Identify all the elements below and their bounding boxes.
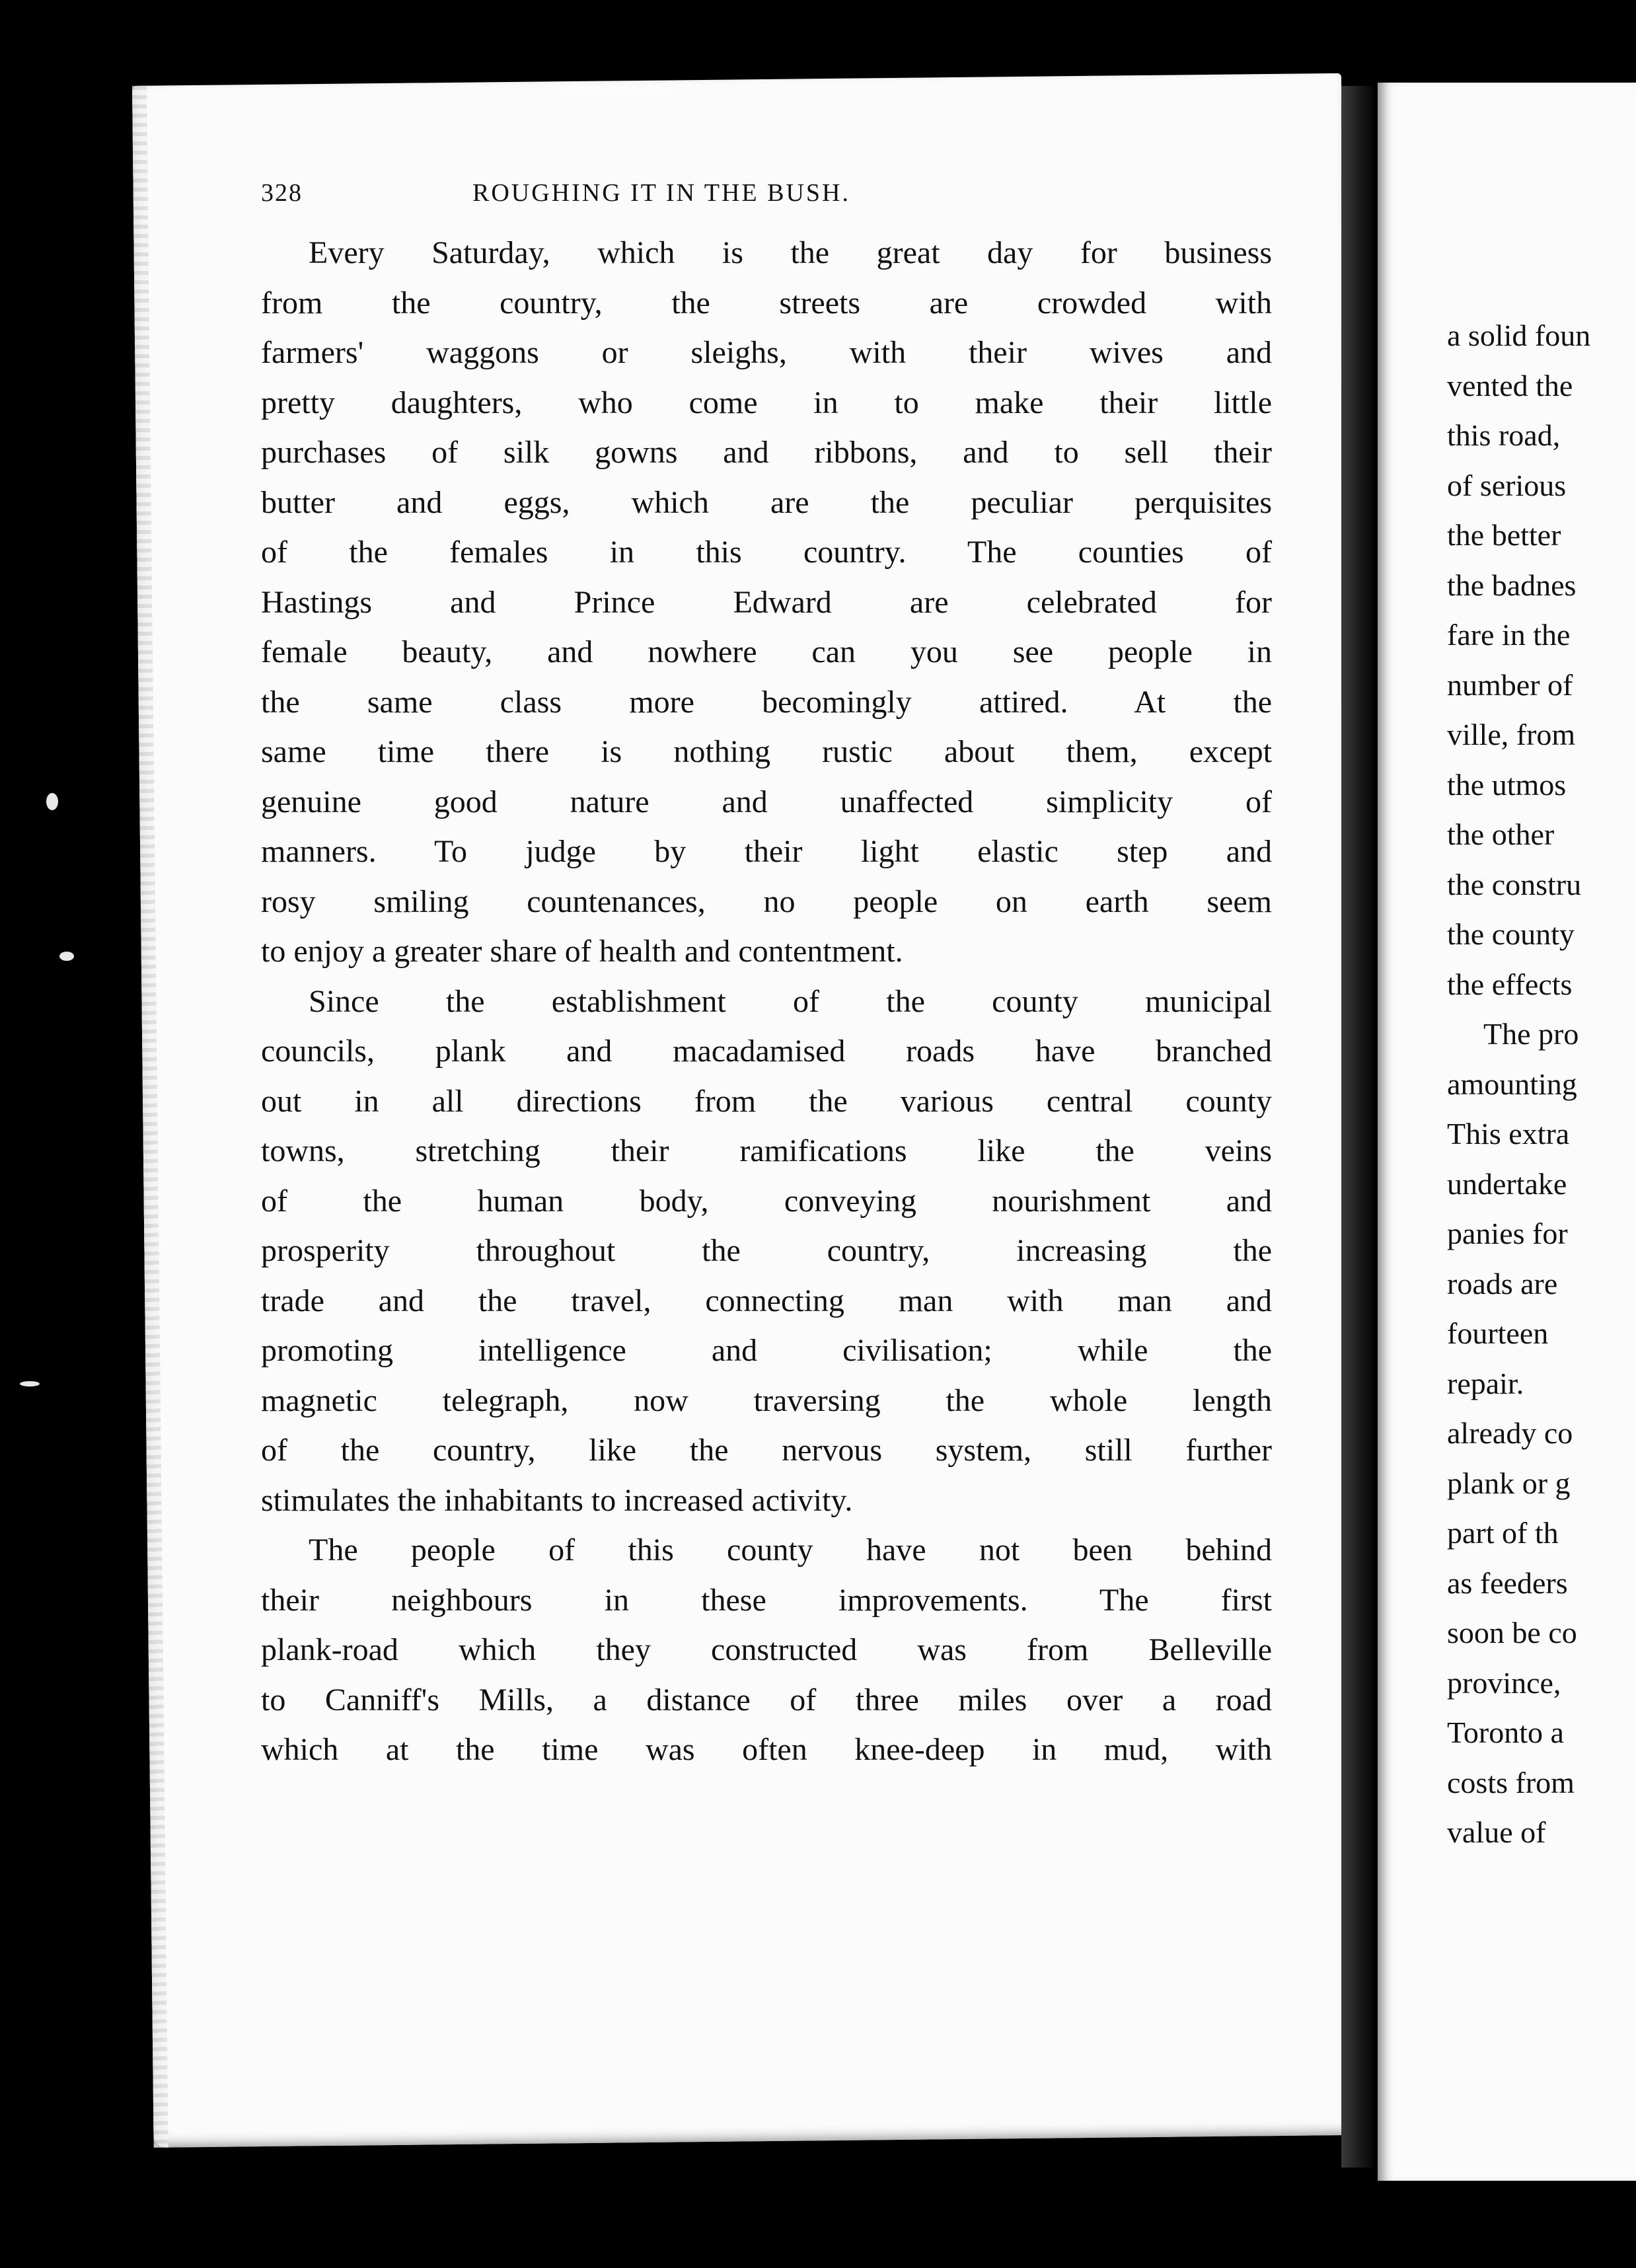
text-line: the effects [1447, 967, 1573, 1001]
text-line: undertake [1447, 1166, 1567, 1201]
text-line: Since the establishment of the county municipal [309, 983, 1272, 1019]
text-line: soon be co [1447, 1616, 1577, 1649]
scan-speck [46, 793, 58, 810]
text-line: part of th [1447, 1516, 1559, 1550]
text-line: from the country, the streets are crowded with [261, 285, 1272, 321]
text-line: costs from [1447, 1765, 1575, 1799]
text-line: province, [1447, 1665, 1561, 1700]
text-line: The people of this county have not been behind [309, 1532, 1272, 1568]
text-line: to enjoy a greater share of health and contentment. [261, 934, 903, 969]
text-line: roads are [1447, 1266, 1558, 1301]
text-line: the other [1447, 817, 1555, 851]
text-line: Every Saturday, which is the great day for business [309, 235, 1272, 270]
text-line: vented the [1447, 368, 1573, 402]
text-line: trade and the travel, connecting man with man and [261, 1283, 1272, 1318]
running-head: ROUGHING IT IN THE BUSH. [472, 179, 850, 207]
text-line: female beauty, and nowhere can you see people in [261, 634, 1272, 669]
text-line: Toronto a [1447, 1716, 1564, 1749]
text-line: promoting intelligence and civilisation; while the [261, 1333, 1272, 1368]
text-line: pretty daughters, who come in to make their little [261, 385, 1272, 420]
right-page-text [1447, 311, 1636, 1858]
text-line: the same class more becomingly attired. At the [261, 684, 1272, 720]
text-line: purchases of silk gowns and ribbons, and to sell their [261, 435, 1272, 470]
text-line: of the females in this country. The counties of [261, 535, 1272, 570]
text-line: a solid foun [1447, 319, 1591, 352]
text-line: this road, [1447, 418, 1561, 452]
text-line: repair. [1447, 1366, 1524, 1400]
text-line: already co [1447, 1416, 1573, 1450]
text-line: the county [1447, 917, 1575, 951]
text-line: of serious [1447, 468, 1567, 502]
text-line: genuine good nature and unaffected simplicity of [261, 784, 1272, 819]
text-line: value of [1447, 1815, 1546, 1849]
scan-speck [59, 952, 74, 961]
text-line: of the human body, conveying nourishment and [261, 1183, 1272, 1219]
text-line: magnetic telegraph, now traversing the whole length [261, 1382, 1272, 1418]
text-line: panies for [1447, 1217, 1568, 1250]
text-line: manners. To judge by their light elastic step and [261, 834, 1272, 869]
text-line: farmers' waggons or sleighs, with their wives and [261, 335, 1272, 370]
scan-speck [20, 1381, 40, 1386]
text-line: out in all directions from the various central county [261, 1083, 1272, 1119]
text-line: fourteen [1447, 1316, 1549, 1350]
text-line: stimulates the inhabitants to increased activity. [261, 1482, 853, 1518]
text-line: towns, stretching their ramifications like the veins [261, 1133, 1272, 1168]
text-line: the better [1447, 518, 1561, 552]
text-line: the constru [1447, 867, 1582, 901]
text-line: ville, from [1447, 718, 1576, 751]
page-header [261, 178, 1272, 218]
text-line: The pro [1483, 1017, 1579, 1051]
page-number: 328 [261, 179, 303, 207]
text-line: Hastings and Prince Edward are celebrated for [261, 584, 1272, 620]
left-page-text [261, 228, 1272, 1775]
text-line: of the country, like the nervous system, still further [261, 1433, 1272, 1468]
text-line: plank-road which they constructed was from Belleville [261, 1632, 1272, 1667]
text-line: plank or g [1447, 1466, 1571, 1500]
text-line: their neighbours in these improvements. The first [261, 1582, 1272, 1618]
text-line: as feeders [1447, 1566, 1568, 1600]
text-line: prosperity throughout the country, increasing the [261, 1233, 1272, 1268]
text-line: amounting [1447, 1067, 1577, 1101]
text-line: the utmos [1447, 767, 1567, 802]
text-line: This extra [1447, 1117, 1570, 1151]
text-line: the badnes [1447, 568, 1577, 602]
text-line: which at the time was often knee-deep in mud, with [261, 1732, 1272, 1767]
text-line: rosy smiling countenances, no people on earth seem [261, 884, 1272, 919]
text-line: fare in the [1447, 618, 1571, 652]
text-line: councils, plank and macadamised roads have branched [261, 1034, 1272, 1069]
text-line: same time there is nothing rustic about them, except [261, 734, 1272, 769]
text-line: number of [1447, 667, 1573, 702]
text-line: to Canniff's Mills, a distance of three miles over a road [261, 1682, 1272, 1718]
text-line: butter and eggs, which are the peculiar perquisites [261, 484, 1272, 520]
